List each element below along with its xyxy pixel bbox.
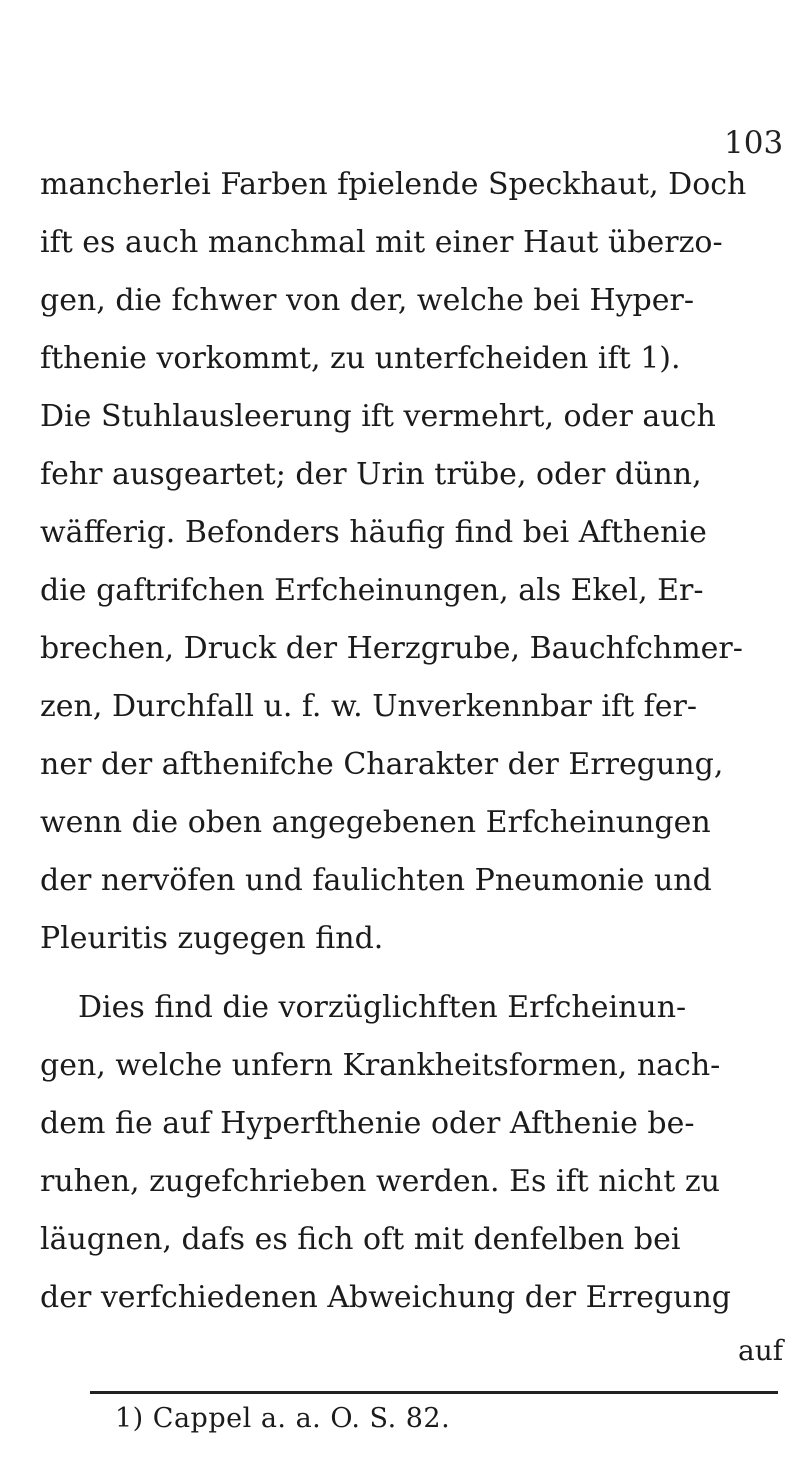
page-number: 103	[724, 125, 784, 161]
text-line: Dies find die vorzüglichften Erfcheinun-	[78, 990, 687, 1025]
text-line: wenn die oben angegebenen Erfcheinungen	[40, 805, 711, 840]
footnote-divider	[90, 1391, 778, 1394]
text-line: dem fie auf Hyperfthenie oder Afthenie be-	[40, 1106, 695, 1141]
text-line: der verfchiedenen Abweichung der Erregung	[40, 1280, 731, 1315]
text-line: die gaftrifchen Erfcheinungen, als Ekel, Er-	[40, 573, 704, 608]
text-line: zen, Durchfall u. f. w. Unverkennbar ift fer-	[40, 689, 698, 724]
text-line: gen, die fchwer von der, welche bei Hyper-	[40, 283, 694, 318]
text-line: ift es auch manchmal mit einer Haut überzo-	[40, 225, 723, 260]
text-line: wäfferig. Befonders häufig find bei Afthenie	[40, 515, 707, 550]
text-line: Pleuritis zugegen find.	[40, 921, 384, 956]
text-line: mancherlei Farben fpielende Speckhaut, Doch	[40, 167, 747, 202]
text-line: brechen, Druck der Herzgrube, Bauchfchmer-	[40, 631, 743, 666]
text-line: der nervöfen und faulichten Pneumonie und	[40, 863, 712, 898]
text-line: fthenie vorkommt, zu unterfcheiden ift 1).	[40, 341, 681, 376]
text-line: gen, welche unfern Krankheitsformen, nach-	[40, 1048, 721, 1083]
text-line: fehr ausgeartet; der Urin trübe, oder dünn,	[40, 457, 702, 492]
text-line: ner der afthenifche Charakter der Erregung,	[40, 747, 724, 782]
catchword: auf	[738, 1334, 784, 1367]
text-line: läugnen, dafs es fich oft mit denfelben bei	[40, 1222, 681, 1257]
footnote: 1) Cappel a. a. O. S. 82.	[115, 1403, 451, 1434]
text-line: Die Stuhlausleerung ift vermehrt, oder auch	[40, 399, 716, 434]
text-line: ruhen, zugefchrieben werden. Es ift nicht zu	[40, 1164, 720, 1199]
